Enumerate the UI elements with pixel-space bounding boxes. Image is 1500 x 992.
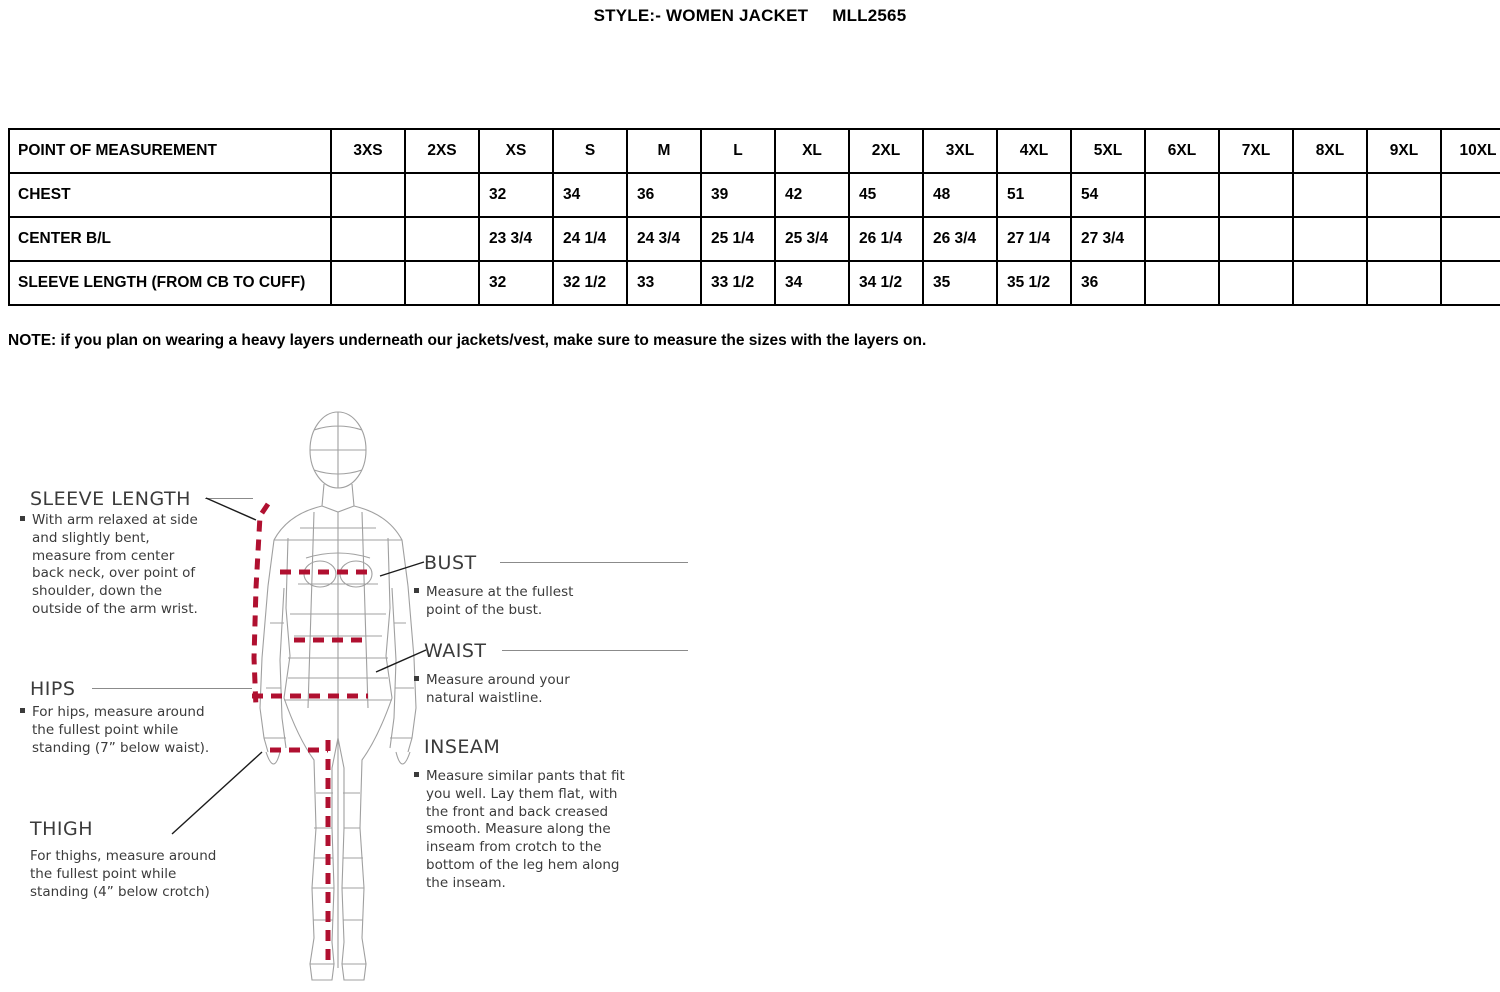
guide-body-sleeve-length [32, 512, 210, 619]
table-row [9, 173, 1500, 217]
measurement-illustration [0, 400, 1500, 990]
guide-heading-bust: BUST [424, 552, 477, 574]
column-header-5xl: 5XL [1071, 129, 1145, 173]
column-header-2xl: 2XL [849, 129, 923, 173]
cell-centerbl-6xl [1145, 217, 1219, 261]
column-header-xs: XS [479, 129, 553, 173]
column-header-7xl: 7XL [1219, 129, 1293, 173]
cell-centerbl-s: 24 1/4 [553, 217, 627, 261]
note-text: NOTE: if you plan on wearing a heavy layers underneath our jackets/vest, make sure to measure the sizes with the layers on. [8, 332, 927, 349]
guide-rule-hips [92, 688, 252, 689]
style-label: STYLE:- WOMEN JACKET [593, 6, 809, 25]
cell-centerbl-xl: 25 3/4 [775, 217, 849, 261]
guide-body-bust-text: Measure at the fullest point of the bust. [426, 584, 574, 618]
cell-sleeve-9xl [1367, 261, 1441, 305]
column-header-m: M [627, 129, 701, 173]
column-header-3xl: 3XL [923, 129, 997, 173]
size-table [8, 128, 1500, 306]
guide-body-waist-text: Measure around your natural waistline. [426, 672, 570, 706]
bullet-icon [20, 708, 25, 713]
cell-sleeve-2xs [405, 261, 479, 305]
column-header-3xs: 3XS [331, 129, 405, 173]
cell-sleeve-5xl: 36 [1071, 261, 1145, 305]
cell-sleeve-10xl [1441, 261, 1500, 305]
cell-chest-2xl: 45 [849, 173, 923, 217]
cell-sleeve-8xl [1293, 261, 1367, 305]
bullet-icon [20, 516, 25, 521]
cell-sleeve-4xl: 35 1/2 [997, 261, 1071, 305]
column-header-xl: XL [775, 129, 849, 173]
cell-chest-s: 34 [553, 173, 627, 217]
row-label-center-bl: CENTER B/L [9, 217, 331, 261]
cell-chest-xs: 32 [479, 173, 553, 217]
cell-chest-5xl: 54 [1071, 173, 1145, 217]
guide-body-inseam [426, 768, 626, 893]
guide-body-sleeve-length-text: With arm relaxed at side and slightly bent, measure from center back neck, over point of shoulder, down the outside of the arm wrist. [32, 512, 198, 618]
table-row [9, 261, 1500, 305]
cell-sleeve-l: 33 1/2 [701, 261, 775, 305]
guide-heading-waist: WAIST [424, 640, 487, 662]
cell-sleeve-6xl [1145, 261, 1219, 305]
guide-rule-bust [500, 562, 688, 563]
guide-body-thigh [30, 848, 230, 901]
cell-centerbl-m: 24 3/4 [627, 217, 701, 261]
cell-centerbl-3xl: 26 3/4 [923, 217, 997, 261]
column-header-9xl: 9XL [1367, 129, 1441, 173]
guide-heading-inseam: INSEAM [424, 736, 501, 758]
column-header-s: S [553, 129, 627, 173]
row-label-sleeve-length: SLEEVE LENGTH (FROM CB TO CUFF) [9, 261, 331, 305]
cell-sleeve-2xl: 34 1/2 [849, 261, 923, 305]
column-header-6xl: 6XL [1145, 129, 1219, 173]
table-row [9, 217, 1500, 261]
column-header-l: L [701, 129, 775, 173]
guide-rule-waist [502, 650, 688, 651]
cell-centerbl-8xl [1293, 217, 1367, 261]
bullet-icon [414, 676, 419, 681]
guide-body-bust [426, 584, 606, 620]
cell-centerbl-xs: 23 3/4 [479, 217, 553, 261]
cell-chest-8xl [1293, 173, 1367, 217]
guide-body-hips-text: For hips, measure around the fullest point while standing (7” below waist). [32, 704, 210, 756]
size-table-container [8, 128, 1497, 306]
column-header-8xl: 8XL [1293, 129, 1367, 173]
table-header-row [9, 129, 1500, 173]
cell-chest-2xs [405, 173, 479, 217]
cell-chest-l: 39 [701, 173, 775, 217]
guide-body-thigh-text: For thighs, measure around the fullest point while standing (4” below crotch) [30, 848, 217, 900]
guide-heading-hips: HIPS [30, 678, 76, 700]
cell-centerbl-2xs [405, 217, 479, 261]
cell-sleeve-xs: 32 [479, 261, 553, 305]
cell-centerbl-10xl [1441, 217, 1500, 261]
guide-body-waist [426, 672, 606, 708]
cell-sleeve-7xl [1219, 261, 1293, 305]
bullet-icon [414, 772, 419, 777]
cell-sleeve-3xl: 35 [923, 261, 997, 305]
guide-heading-thigh: THIGH [30, 818, 94, 840]
cell-chest-9xl [1367, 173, 1441, 217]
cell-chest-3xl: 48 [923, 173, 997, 217]
cell-centerbl-9xl [1367, 217, 1441, 261]
guide-body-inseam-text: Measure similar pants that fit you well. Lay them flat, with the front and back creased smooth. Measure along the inseam from crotch to the bottom of the leg hem along the inseam. [426, 768, 625, 891]
cell-chest-6xl [1145, 173, 1219, 217]
cell-sleeve-xl: 34 [775, 261, 849, 305]
style-code: MLL2565 [832, 6, 907, 25]
cell-chest-7xl [1219, 173, 1293, 217]
page-title [0, 6, 1500, 26]
cell-sleeve-3xs [331, 261, 405, 305]
cell-chest-m: 36 [627, 173, 701, 217]
cell-chest-4xl: 51 [997, 173, 1071, 217]
cell-centerbl-4xl: 27 1/4 [997, 217, 1071, 261]
cell-chest-xl: 42 [775, 173, 849, 217]
cell-centerbl-7xl [1219, 217, 1293, 261]
cell-centerbl-5xl: 27 3/4 [1071, 217, 1145, 261]
guide-rule-sleeve-length [205, 498, 253, 499]
cell-sleeve-s: 32 1/2 [553, 261, 627, 305]
cell-chest-3xs [331, 173, 405, 217]
cell-centerbl-l: 25 1/4 [701, 217, 775, 261]
cell-sleeve-m: 33 [627, 261, 701, 305]
bullet-icon [414, 588, 419, 593]
column-header-point-of-measurement: POINT OF MEASUREMENT [9, 129, 331, 173]
cell-chest-10xl [1441, 173, 1500, 217]
guide-heading-sleeve-length: SLEEVE LENGTH [30, 488, 191, 510]
guide-body-hips [32, 704, 214, 757]
cell-centerbl-2xl: 26 1/4 [849, 217, 923, 261]
cell-centerbl-3xs [331, 217, 405, 261]
column-header-4xl: 4XL [997, 129, 1071, 173]
column-header-2xs: 2XS [405, 129, 479, 173]
row-label-chest: CHEST [9, 173, 331, 217]
column-header-10xl: 10XL [1441, 129, 1500, 173]
